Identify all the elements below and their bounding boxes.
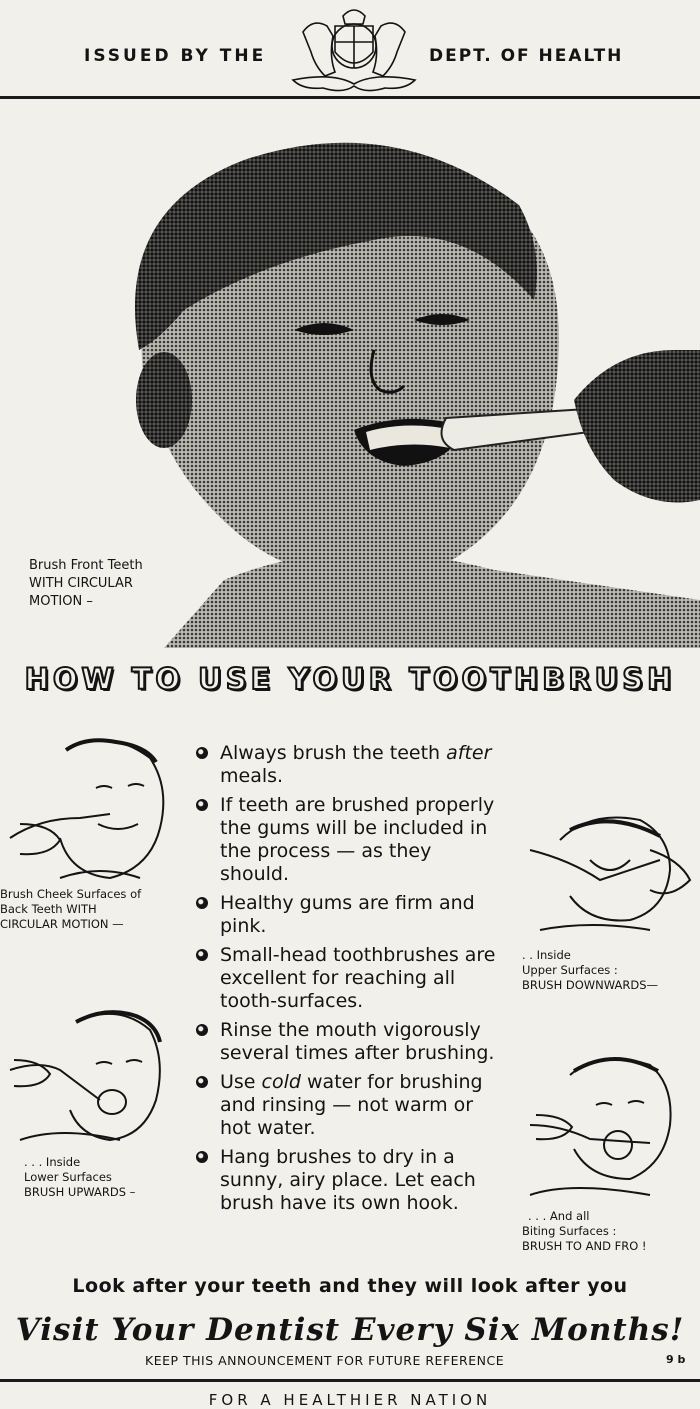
bullet-icon — [196, 949, 208, 961]
boy-brushing-upper-illustration — [510, 800, 700, 950]
footer-slogan: FOR A HEALTHIER NATION — [208, 1391, 492, 1409]
royal-coat-of-arms-icon — [283, 2, 425, 94]
keep-announcement-line: KEEP THIS ANNOUNCEMENT FOR FUTURE REFERENCE — [145, 1353, 505, 1368]
tip-item: Always brush the teeth after meals. — [196, 742, 506, 788]
tips-list — [196, 742, 506, 1221]
look-after-teeth-line: Look after your teeth and they will look after you — [72, 1275, 628, 1297]
bullet-icon — [196, 1151, 208, 1163]
caption-cheek-surfaces: Brush Cheek Surfaces of Back Teeth WITH CIRCULAR MOTION — — [0, 887, 142, 931]
bullet-icon — [196, 799, 208, 811]
tip-item: If teeth are brushed properly the gums will be included in the process — as they should. — [196, 794, 506, 886]
caption-upper-surfaces: . . Inside Upper Surfaces : BRUSH DOWNWARDS— — [522, 948, 659, 992]
header-dept-of-health: DEPT. OF HEALTH — [429, 46, 624, 66]
caption-biting-surfaces: . . . And all Biting Surfaces : BRUSH TO AND FRO ! — [522, 1209, 647, 1253]
main-title: HOW TO USE YOUR TOOTHBRUSH — [24, 662, 676, 696]
caption-lower-surfaces: . . . Inside Lower Surfaces BRUSH UPWARDS – — [24, 1155, 136, 1199]
tip-item: Healthy gums are firm and pink. — [196, 892, 506, 938]
footer-divider — [0, 1379, 700, 1382]
boy-brushing-cheek-illustration — [0, 728, 190, 888]
visit-dentist-line: Visit Your Dentist Every Six Months! — [15, 1312, 685, 1348]
boy-brushing-biting-illustration — [510, 1045, 700, 1205]
tip-item: Hang brushes to dry in a sunny, airy place. Let each brush have its own hook. — [196, 1146, 506, 1215]
boy-brushing-lower-illustration — [0, 1000, 180, 1155]
header-issued-by: ISSUED BY THE — [84, 46, 267, 66]
bullet-icon — [196, 747, 208, 759]
bullet-icon — [196, 1076, 208, 1088]
tip-item: Rinse the mouth vigorously several times after brushing. — [196, 1019, 506, 1065]
bullet-icon — [196, 1024, 208, 1036]
bullet-icon — [196, 897, 208, 909]
header-divider — [0, 96, 700, 99]
tip-item: Small-head toothbrushes are excellent for reaching all tooth-surfaces. — [196, 944, 506, 1013]
reference-code: 9 b — [666, 1353, 686, 1366]
photo-caption: Brush Front Teeth WITH CIRCULAR MOTION – — [26, 556, 146, 612]
tip-item: Use cold water for brushing and rinsing — not warm or hot water. — [196, 1071, 506, 1140]
